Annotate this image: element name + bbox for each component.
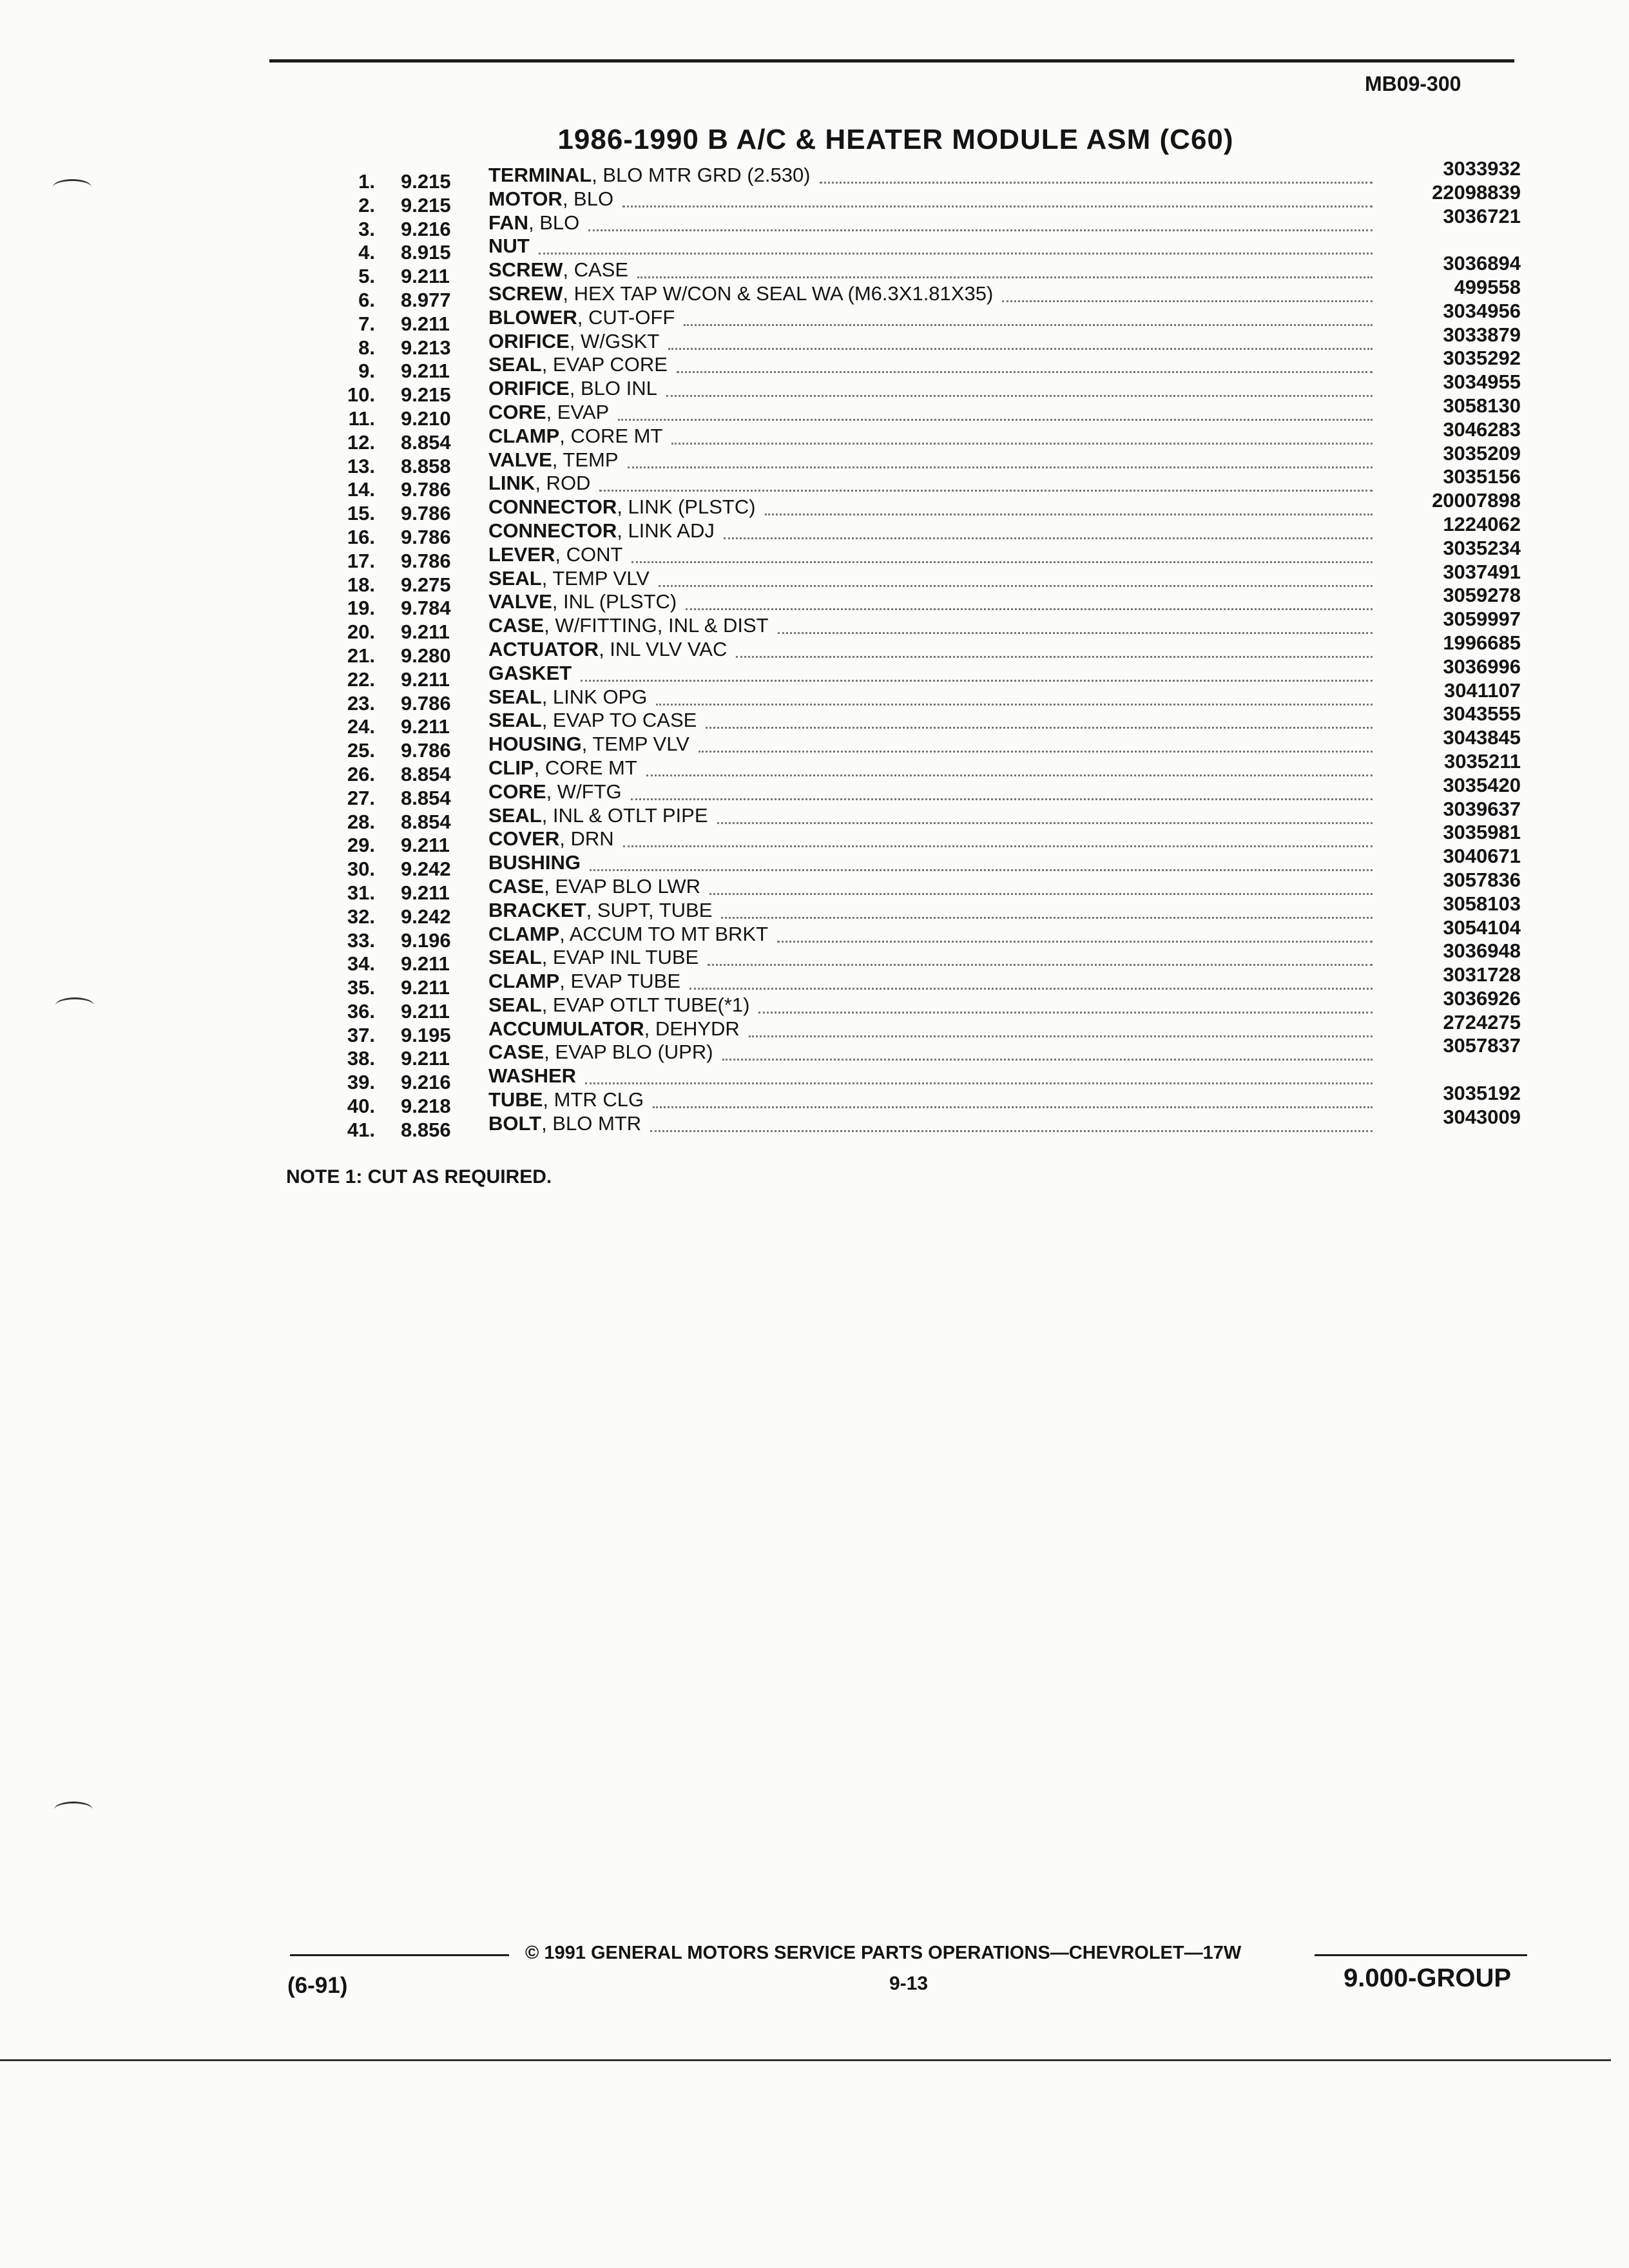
item-number: 31.	[347, 881, 375, 904]
group-number: 9.211	[401, 1047, 450, 1070]
part-name: VALVE	[488, 448, 552, 471]
part-number: 3039637	[1443, 797, 1521, 820]
part-description	[488, 567, 650, 590]
part-description	[488, 1017, 740, 1041]
part-name: TUBE	[488, 1088, 543, 1111]
item-number: 22.	[347, 668, 375, 691]
part-description	[488, 211, 579, 235]
item-number: 36.	[347, 999, 375, 1023]
dot-leader	[684, 322, 1373, 326]
part-modifier: , LINK OPG	[541, 685, 648, 708]
part-name: CONNECTOR	[488, 519, 617, 542]
footer-rule-right	[1315, 1954, 1527, 1956]
part-modifier: , W/FITTING, INL & DIST	[544, 614, 769, 637]
part-number: 3035192	[1443, 1082, 1521, 1105]
part-modifier: , BLO MTR GRD (2.530)	[592, 164, 811, 186]
header-rule	[269, 59, 1514, 62]
group-number: 9.213	[401, 336, 451, 359]
dot-leader	[671, 440, 1373, 445]
item-number: 26.	[347, 762, 375, 785]
dot-leader	[581, 677, 1373, 682]
dot-leader	[656, 701, 1373, 706]
part-modifier: , LINK ADJ	[617, 519, 715, 542]
dot-leader	[659, 582, 1373, 587]
group-label: 9.000-GROUP	[1344, 1964, 1512, 1992]
dot-leader	[1002, 298, 1373, 302]
part-name: CORE	[488, 400, 546, 423]
part-modifier: , ACCUM TO MT BRKT	[559, 922, 769, 945]
group-number: 8.858	[401, 454, 451, 477]
dot-leader	[637, 274, 1373, 278]
part-modifier: , ROD	[535, 472, 591, 495]
dot-leader	[778, 629, 1373, 634]
date-code: (6-91)	[287, 1973, 348, 1998]
part-number: 3040671	[1443, 845, 1521, 868]
part-name: CLAMP	[488, 970, 560, 993]
item-number: 34.	[347, 952, 375, 975]
part-modifier: , EVAP	[546, 400, 610, 423]
dot-leader	[820, 179, 1373, 184]
group-number: 9.242	[401, 858, 451, 881]
dot-leader	[539, 250, 1373, 255]
part-modifier: , EVAP BLO LWR	[544, 874, 701, 898]
part-description	[488, 495, 756, 519]
part-number: 3031728	[1443, 963, 1521, 986]
part-number: 3035420	[1443, 773, 1521, 796]
footer-rule-left	[290, 1954, 509, 1956]
part-description	[488, 353, 668, 376]
part-name: COVER	[488, 827, 560, 850]
part-number: 3036894	[1443, 252, 1521, 275]
part-modifier: , HEX TAP W/CON & SEAL WA (M6.3X1.81X35)	[563, 282, 994, 305]
item-number: 23.	[347, 691, 375, 715]
part-modifier: , DEHYDR	[644, 1017, 740, 1040]
group-number: 9.215	[401, 383, 451, 407]
part-number: 3041107	[1444, 678, 1521, 702]
item-number: 41.	[347, 1118, 375, 1141]
part-number: 3043845	[1443, 726, 1521, 749]
dot-leader	[706, 724, 1373, 729]
part-modifier: , BLO	[528, 211, 580, 234]
part-number: 1224062	[1443, 512, 1521, 535]
dot-leader	[588, 227, 1373, 231]
part-name: SEAL	[488, 803, 542, 827]
group-number: 9.218	[401, 1095, 451, 1118]
group-number: 8.854	[401, 762, 451, 785]
part-number: 3036721	[1443, 204, 1521, 227]
item-number: 19.	[347, 597, 375, 620]
dot-leader	[650, 1128, 1373, 1132]
part-name: GASKET	[488, 661, 572, 684]
part-number: 3033879	[1443, 323, 1521, 346]
part-number: 3036926	[1443, 986, 1521, 1010]
part-description	[488, 377, 657, 400]
part-modifier: , INL (PLSTC)	[552, 590, 677, 613]
group-number: 9.215	[401, 193, 451, 216]
dot-leader	[736, 653, 1373, 658]
part-name: CLAMP	[488, 424, 560, 447]
item-number: 32.	[347, 905, 375, 928]
item-number: 8.	[358, 336, 375, 359]
dot-leader	[590, 867, 1373, 871]
part-name: SEAL	[488, 685, 542, 708]
group-number: 9.275	[401, 573, 451, 596]
dot-leader	[631, 796, 1373, 800]
scan-mark	[55, 997, 94, 1014]
part-description	[488, 1112, 641, 1135]
scan-mark	[53, 179, 92, 195]
footnote: NOTE 1: CUT AS REQUIRED.	[286, 1166, 552, 1187]
part-description	[488, 899, 712, 922]
dot-leader	[623, 843, 1373, 847]
part-name: ACTUATOR	[488, 637, 599, 660]
item-number: 14.	[347, 478, 375, 501]
page-bottom-rule	[0, 2059, 1611, 2061]
part-name: HOUSING	[488, 733, 582, 756]
part-number: 3035209	[1443, 441, 1521, 465]
part-number: 3036948	[1443, 939, 1521, 963]
part-number: 3054104	[1443, 916, 1521, 939]
part-number: 2724275	[1443, 1010, 1521, 1033]
item-number: 18.	[347, 573, 375, 596]
group-number: 9.280	[401, 644, 451, 667]
item-number: 24.	[347, 715, 375, 738]
dot-leader	[708, 961, 1373, 966]
part-modifier: , LINK (PLSTC)	[617, 495, 756, 519]
group-number: 9.211	[401, 834, 450, 857]
part-modifier: , BLO MTR	[541, 1111, 642, 1135]
part-description	[488, 1064, 576, 1088]
group-number: 9.211	[401, 952, 450, 975]
item-number: 3.	[358, 217, 375, 240]
part-number: 3057837	[1443, 1034, 1521, 1057]
group-number: 9.786	[401, 739, 451, 762]
item-number: 6.	[358, 288, 375, 311]
group-number: 9.215	[401, 170, 451, 193]
item-number: 2.	[358, 193, 375, 216]
part-modifier: , CORE MT	[534, 756, 637, 779]
part-description	[488, 804, 708, 827]
part-modifier: , CASE	[563, 258, 629, 282]
part-modifier: , INL & OTLT PIPE	[541, 803, 708, 827]
group-number: 9.210	[401, 407, 451, 430]
part-number: 3046283	[1443, 418, 1521, 441]
part-name: SEAL	[488, 353, 542, 376]
item-number: 29.	[347, 834, 375, 857]
dot-leader	[717, 820, 1373, 824]
part-description	[488, 923, 768, 946]
dot-leader	[758, 1009, 1373, 1014]
part-name: CORE	[488, 780, 546, 803]
part-description	[488, 614, 769, 637]
part-modifier: , EVAP CORE	[541, 353, 668, 376]
dot-leader	[689, 985, 1373, 990]
dot-leader	[599, 487, 1373, 492]
dot-leader	[622, 203, 1373, 207]
part-modifier: , W/GSKT	[569, 329, 660, 352]
part-description	[488, 756, 637, 780]
part-description	[488, 662, 572, 685]
group-number: 9.195	[401, 1023, 451, 1046]
part-number: 22098839	[1432, 180, 1521, 204]
part-description	[488, 187, 613, 211]
dot-leader	[777, 938, 1373, 943]
part-description	[488, 851, 581, 874]
part-number: 1996685	[1443, 631, 1521, 654]
part-number: 3037491	[1443, 560, 1521, 583]
part-description	[488, 472, 590, 495]
part-description	[488, 946, 699, 969]
part-modifier: , EVAP OTLT TUBE(*1)	[541, 993, 750, 1016]
part-name: BOLT	[488, 1111, 542, 1135]
item-number: 20.	[347, 620, 375, 644]
part-description	[488, 733, 689, 756]
item-number: 40.	[347, 1095, 375, 1118]
part-name: CLIP	[488, 756, 534, 779]
part-description	[488, 1041, 713, 1064]
item-number: 16.	[347, 525, 375, 548]
item-number: 7.	[358, 312, 375, 335]
part-name: CASE	[488, 1041, 545, 1064]
copyright-line: © 1991 GENERAL MOTORS SERVICE PARTS OPERATIONS—CHEVROLET—17W	[525, 1943, 1242, 1963]
group-number: 9.211	[401, 715, 450, 738]
item-number: 10.	[347, 383, 375, 407]
part-name: SEAL	[488, 709, 542, 732]
part-description	[488, 543, 622, 566]
part-description	[488, 258, 628, 282]
part-modifier: , MTR CLG	[543, 1088, 644, 1111]
item-number: 38.	[347, 1047, 375, 1070]
part-description	[488, 875, 700, 898]
part-number: 3058103	[1443, 892, 1521, 915]
group-number: 9.216	[401, 1071, 451, 1094]
part-name: LEVER	[488, 543, 555, 566]
part-name: SEAL	[488, 993, 542, 1016]
item-number: 39.	[347, 1071, 375, 1094]
group-number: 9.211	[401, 312, 450, 335]
part-number: 3035981	[1443, 821, 1521, 844]
group-number: 8.854	[401, 810, 451, 833]
part-modifier: , CORE MT	[559, 424, 663, 447]
group-number: 9.786	[401, 549, 451, 572]
part-name: SCREW	[488, 258, 563, 282]
dot-leader	[653, 1104, 1373, 1108]
group-number: 9.211	[401, 620, 450, 644]
item-number: 21.	[347, 644, 375, 667]
part-modifier: , EVAP TO CASE	[541, 709, 697, 732]
part-modifier: , BLO	[562, 187, 614, 210]
part-name: VALVE	[488, 590, 552, 613]
part-name: CONNECTOR	[488, 495, 617, 519]
item-number: 11.	[348, 407, 375, 430]
item-number: 30.	[347, 858, 375, 881]
item-number: 9.	[358, 360, 375, 383]
group-number: 9.216	[401, 217, 451, 240]
part-description	[488, 425, 662, 448]
page-code: MB09-300	[1365, 72, 1461, 95]
part-name: NUT	[488, 235, 530, 258]
dot-leader	[724, 535, 1373, 539]
dot-leader	[631, 559, 1373, 563]
part-name: BLOWER	[488, 305, 577, 329]
part-number: 3035292	[1443, 347, 1521, 370]
part-description	[488, 282, 993, 305]
group-number: 9.211	[401, 999, 450, 1023]
part-modifier: , CUT-OFF	[577, 305, 675, 329]
part-name: MOTOR	[488, 187, 563, 210]
part-number: 3035156	[1443, 465, 1521, 488]
part-modifier: , INL VLV VAC	[599, 637, 728, 660]
group-number: 9.211	[401, 360, 450, 383]
part-modifier: , SUPT, TUBE	[586, 898, 713, 921]
part-modifier: , EVAP INL TUBE	[541, 946, 699, 969]
part-name: LINK	[488, 472, 535, 495]
dot-leader	[765, 511, 1373, 515]
group-number: 9.211	[401, 668, 450, 691]
group-number: 9.786	[401, 525, 451, 548]
scan-mark	[54, 1802, 93, 1818]
part-name: ORIFICE	[488, 377, 570, 400]
item-number: 15.	[347, 502, 375, 525]
group-number: 9.211	[401, 881, 450, 904]
item-number: 4.	[358, 241, 375, 264]
part-name: SEAL	[488, 566, 542, 590]
dot-leader	[721, 914, 1373, 919]
dot-leader	[666, 392, 1373, 397]
part-description	[488, 401, 609, 424]
part-modifier: , W/FTG	[546, 780, 622, 803]
group-number: 9.786	[401, 691, 451, 715]
part-description	[488, 235, 530, 258]
group-number: 9.211	[401, 976, 450, 999]
part-number: 3043009	[1443, 1105, 1521, 1128]
part-name: SCREW	[488, 282, 563, 305]
part-name: FAN	[488, 211, 528, 234]
item-number: 28.	[347, 810, 375, 833]
dot-leader	[686, 606, 1373, 610]
part-name: TERMINAL	[488, 164, 592, 186]
part-number: 20007898	[1432, 489, 1521, 512]
part-modifier: , EVAP TUBE	[559, 970, 681, 993]
part-number: 3059278	[1443, 584, 1521, 607]
part-number: 3033932	[1443, 157, 1521, 180]
page-title: 1986-1990 B A/C & HEATER MODULE ASM (C60)	[557, 124, 1234, 155]
part-name: WASHER	[488, 1064, 577, 1088]
dot-leader	[668, 345, 1373, 350]
group-number: 9.786	[401, 478, 451, 501]
part-modifier: , CONT	[555, 543, 623, 566]
group-number: 9.784	[401, 597, 451, 620]
part-number: 3034956	[1443, 299, 1521, 322]
group-number: 9.211	[401, 265, 450, 288]
dot-leader	[677, 369, 1373, 373]
part-name: BRACKET	[488, 898, 586, 921]
part-name: ACCUMULATOR	[488, 1017, 644, 1040]
part-number: 3034955	[1443, 370, 1521, 394]
group-number: 8.854	[401, 786, 451, 809]
part-description	[488, 686, 647, 709]
dot-leader	[749, 1033, 1373, 1037]
dot-leader	[628, 464, 1373, 468]
part-modifier: , EVAP BLO (UPR)	[544, 1041, 713, 1064]
item-number: 5.	[358, 265, 375, 288]
dot-leader	[618, 416, 1373, 421]
dot-leader	[709, 890, 1373, 895]
part-name: CASE	[488, 614, 545, 637]
item-number: 35.	[347, 976, 375, 999]
dot-leader	[699, 748, 1373, 753]
part-name: BUSHING	[488, 851, 581, 874]
dot-leader	[585, 1080, 1373, 1084]
part-number: 3035234	[1443, 536, 1521, 559]
part-name: ORIFICE	[488, 329, 570, 352]
dot-leader	[722, 1056, 1373, 1061]
item-number: 27.	[347, 786, 375, 809]
part-description	[488, 306, 675, 329]
page-number: 9-13	[889, 1973, 929, 1994]
item-number: 1.	[358, 170, 375, 193]
group-number: 8.915	[401, 241, 451, 264]
part-modifier: , BLO INL	[569, 377, 657, 400]
dot-leader	[646, 772, 1373, 776]
item-number: 37.	[347, 1023, 375, 1046]
item-number: 12.	[347, 430, 375, 454]
part-description	[488, 994, 749, 1017]
item-number: 25.	[347, 739, 375, 762]
group-number: 9.196	[401, 928, 451, 952]
item-number: 17.	[347, 549, 375, 572]
part-description	[488, 1088, 644, 1111]
part-description	[488, 448, 619, 472]
group-number: 9.242	[401, 905, 451, 928]
part-number: 3058130	[1443, 394, 1521, 417]
part-name: CASE	[488, 874, 545, 898]
part-description	[488, 164, 811, 187]
group-number: 8.854	[401, 430, 451, 454]
part-description	[488, 709, 697, 732]
part-modifier: , TEMP VLV	[541, 566, 650, 590]
group-number: 8.977	[401, 288, 451, 311]
part-number: 3035211	[1444, 749, 1521, 773]
part-description	[488, 970, 680, 993]
part-modifier: , TEMP VLV	[581, 733, 689, 756]
part-description	[488, 590, 677, 613]
part-description	[488, 330, 659, 353]
part-name: SEAL	[488, 946, 542, 969]
part-number: 3059997	[1443, 608, 1521, 631]
group-number: 9.786	[401, 502, 451, 525]
part-number: 499558	[1454, 275, 1521, 298]
part-description	[488, 827, 614, 850]
part-description	[488, 780, 622, 803]
part-modifier: , DRN	[559, 827, 614, 850]
part-description	[488, 519, 715, 543]
part-number: 3057836	[1443, 868, 1521, 891]
part-name: CLAMP	[488, 922, 560, 945]
part-description	[488, 638, 727, 661]
item-number: 13.	[347, 454, 375, 477]
part-modifier: , TEMP	[552, 448, 619, 471]
group-number: 8.856	[401, 1118, 451, 1141]
part-number: 3036996	[1443, 655, 1521, 678]
item-number: 33.	[347, 928, 375, 952]
parts-list	[335, 157, 1521, 1141]
part-number: 3043555	[1443, 702, 1521, 726]
